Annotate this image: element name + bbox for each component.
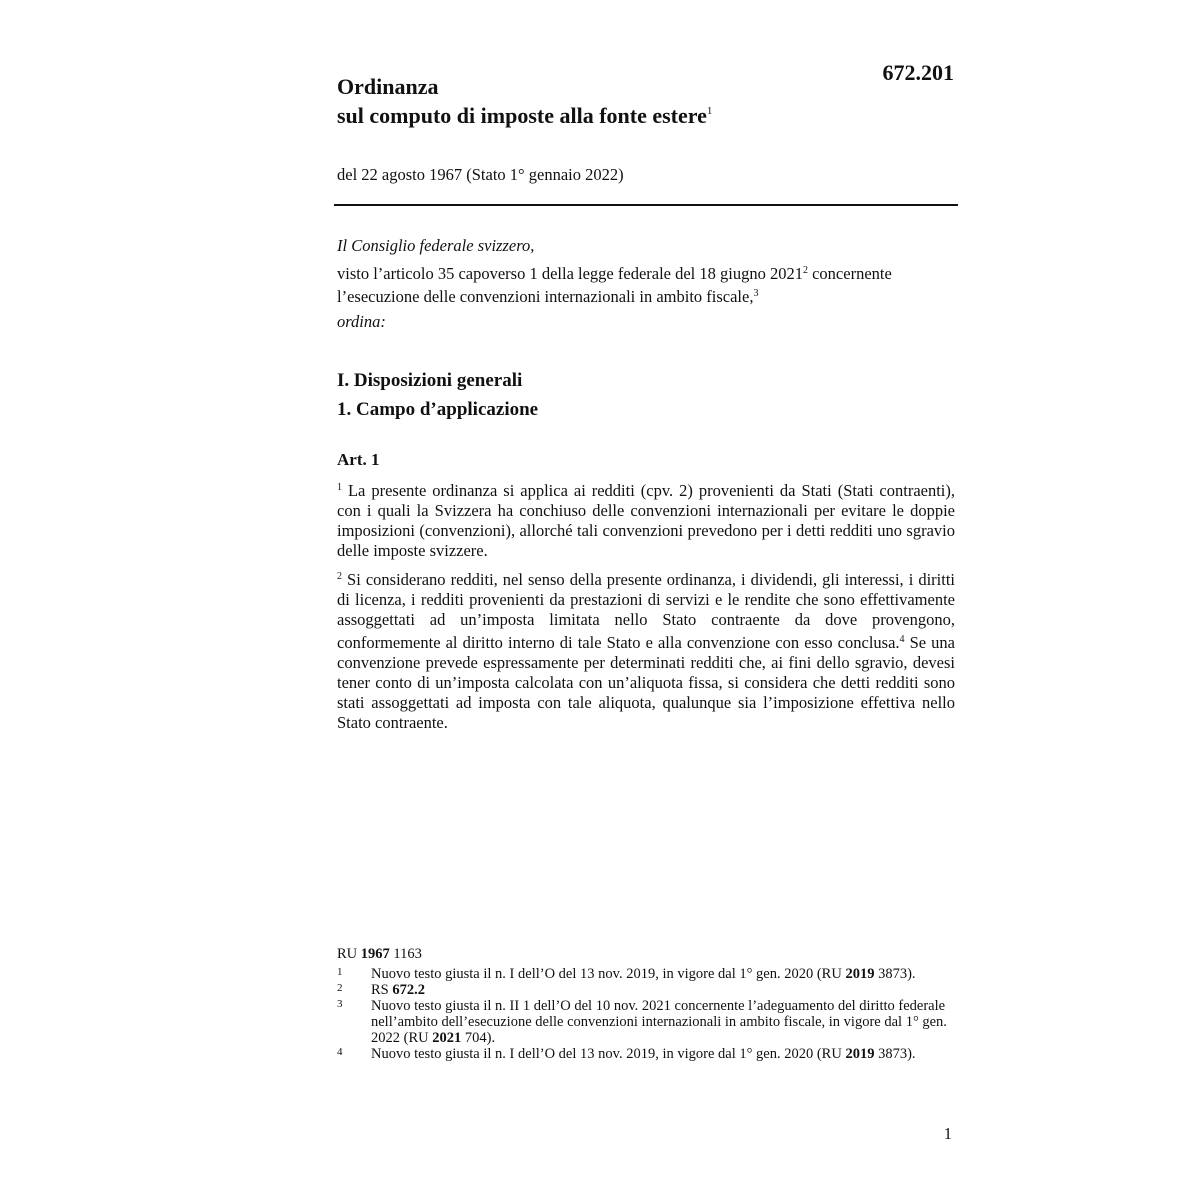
paragraph-number: 1 (337, 482, 342, 493)
footnote-2 (337, 982, 957, 998)
ru-prefix: RU (337, 946, 361, 962)
footnote-year: 2019 (845, 966, 875, 982)
footnote-text-b: 704). (461, 1030, 496, 1046)
footnote-year: 2019 (845, 1046, 875, 1062)
preamble-authority: Il Consiglio federale svizzero, (337, 236, 535, 255)
footnote-text (371, 1046, 957, 1062)
ru-year: 1967 (360, 946, 390, 962)
footnote-number: 4 (337, 1046, 343, 1058)
ru-page: 1163 (389, 946, 422, 962)
footnote-text-a: Nuovo testo giusta il n. I dell’O del 13 nov. 2019, in vigore dal 1° gen. 2020 (RU (371, 966, 846, 982)
page-number: 1 (943, 1124, 952, 1143)
footnote-ref-number: 672.2 (392, 982, 425, 998)
preamble-ordains: ordina: (337, 312, 386, 331)
paragraph-text-b: Se una convenzione prevede espressamente per determinati redditi che, ai fini dello sgravio, devesi tener conto di un’imposta calcolata con un’aliquota fissa, si considera che detti redditi sono stati assoggettati ad imposta con tale aliquota, qualunque sia l’imposizione effettiva nello Stato contraente. (337, 633, 955, 732)
footnote-text-a: Nuovo testo giusta il n. II 1 dell’O del 10 nov. 2021 concernente l’adeguamento del diritto federale nell’ambito dell’esecuzione delle convenzioni internazionali in ambito fiscale, in vigore dal 1° gen. 2022 (RU (371, 998, 947, 1046)
chapter-heading: 1. Campo d’applicazione (337, 399, 539, 420)
footnote-year: 2021 (432, 1030, 462, 1046)
article-1-paragraph-2 (337, 567, 955, 733)
date-line: del 22 agosto 1967 (Stato 1° gennaio 2022) (337, 165, 624, 184)
paragraph-text: La presente ordinanza si applica ai redditi (cpv. 2) provenienti da Stati (Stati contraenti), con i quali la Svizzera ha conchiuso delle convenzioni internazionali per evitare le doppie imposizioni (convenzioni), allorché tali convenzioni prevedono per i detti redditi uno sgravio delle imposte svizzere. (337, 481, 955, 560)
document-number: 672.201 (882, 60, 954, 85)
document-title (337, 74, 712, 128)
footnote-text-b: 3873). (874, 1046, 916, 1062)
article-1-paragraph-1 (337, 478, 955, 561)
title-line-2: sul computo di imposte alla fonte estere (337, 103, 707, 128)
footnote-text-b: 3873). (874, 966, 916, 982)
footnote-4 (337, 1046, 957, 1062)
footnote-ref-3[interactable]: 3 (753, 288, 759, 299)
footnote-text-a: Nuovo testo giusta il n. I dell’O del 13 nov. 2019, in vigore dal 1° gen. 2020 (RU (371, 1046, 846, 1062)
footnote-ref-2[interactable]: 2 (802, 265, 808, 276)
footnote-ref-4[interactable]: 4 (899, 634, 905, 645)
footnote-1 (337, 966, 957, 982)
paragraph-text-a: Si considerano redditi, nel senso della presente ordinanza, i dividendi, gli interessi, i diritti di licenza, i redditi provenienti da prestazioni di servizi e le rendite che sono effettivamente assoggettati ad un’imposta limitata nello Stato contraente da dove provengono, conformemente al diritto interno di tale Stato e alla convenzione con esso conclusa. (337, 570, 955, 652)
article-title: Art. 1 (337, 450, 380, 469)
footnote-text (371, 966, 957, 982)
basis-text-1: visto l’articolo 35 capoverso 1 della legge federale del 18 giugno 2021 (337, 264, 803, 283)
footnotes (337, 946, 957, 1062)
footnote-text-a: RS (371, 982, 393, 998)
title-footnote-ref[interactable]: 1 (706, 105, 713, 117)
footnote-number: 3 (337, 998, 343, 1010)
article-1-body (337, 478, 955, 739)
part-heading: I. Disposizioni generali (337, 370, 523, 391)
basis-text-2: concernente l’esecuzione delle convenzioni internazionali in ambito fiscale, (337, 264, 892, 306)
official-compilation-ref (337, 946, 957, 962)
header-divider (334, 204, 958, 206)
title-line-1: Ordinanza (337, 74, 439, 99)
footnote-number: 1 (337, 966, 343, 978)
preamble (337, 236, 955, 337)
preamble-basis (337, 261, 955, 307)
footnote-text (371, 998, 957, 1046)
footnote-text (371, 982, 957, 998)
footnote-3 (337, 998, 957, 1046)
paragraph-number: 2 (337, 571, 342, 582)
footnote-number: 2 (337, 982, 343, 994)
